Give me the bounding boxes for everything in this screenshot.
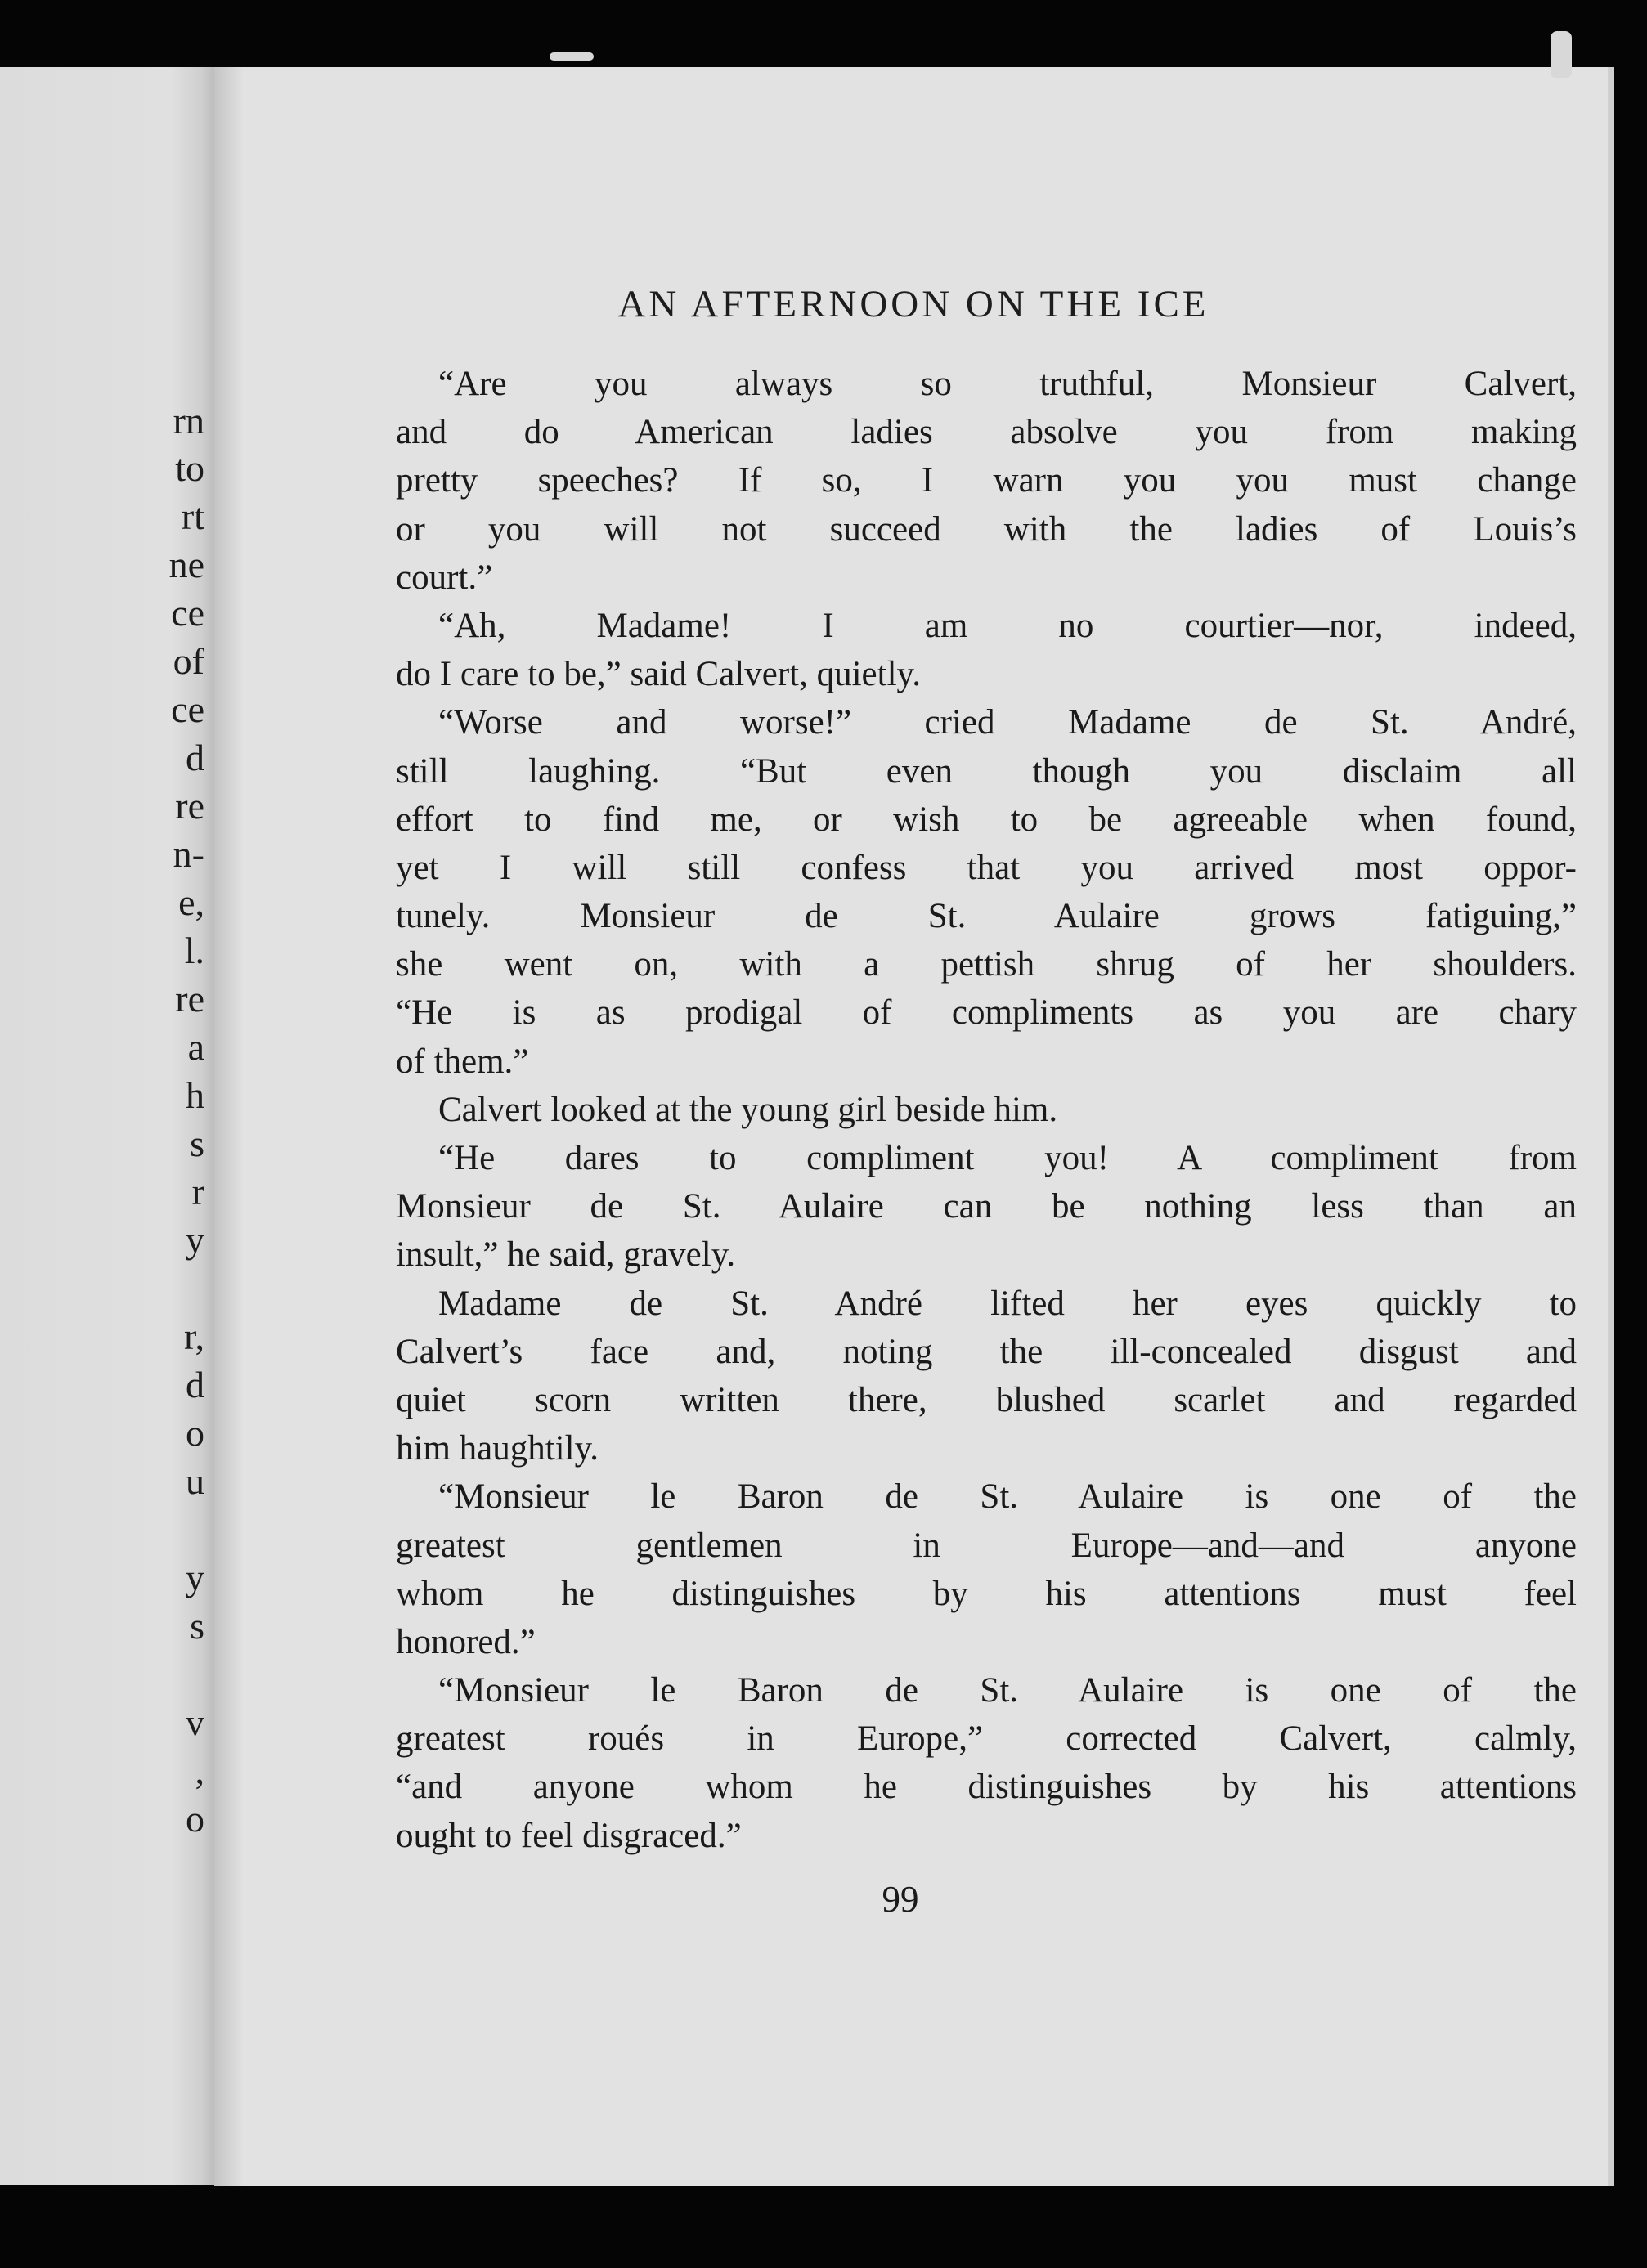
left-page-fragment: re [175,785,204,827]
text-line: “and anyone whom he distinguishes by his attentions [396,1768,1577,1807]
left-page-fragment: , [195,1750,204,1791]
right-book-page [214,67,1614,2186]
text-line: “He is as prodigal of compliments as you are chary [396,993,1577,1033]
page-edge [1608,67,1614,2186]
text-line: pretty speeches? If so, I warn you you must change [396,461,1577,500]
text-line: Monsieur de St. Aulaire can be nothing less than an [396,1187,1577,1226]
left-page-fragment: rt [181,495,204,537]
text-line: or you will not succeed with the ladies of Louis’s [396,509,1577,549]
left-page-fragment: ne [168,544,204,585]
text-line: him haughtily. [396,1429,599,1468]
text-line: “He dares to compliment you! A compliment from [438,1139,1577,1177]
text-line: honored.” [396,1622,536,1661]
text-line: ought to feel disgraced.” [396,1816,742,1855]
left-page-fragment: a [187,1026,204,1068]
left-page-fragment: d [186,737,204,778]
scan-artifact [1551,31,1572,78]
text-line: “Ah, Madame! I am no courtier—nor, indeed, [438,606,1577,645]
text-line: Calvert’s face and, noting the ill-concealed disgust and [396,1332,1577,1371]
left-page-fragment: ce [171,592,204,634]
left-page-fragment: y [186,1219,204,1261]
text-line: “Monsieur le Baron de St. Aulaire is one of the [438,1671,1577,1710]
text-line: quiet scorn written there, blushed scarlet and regarded [396,1380,1577,1419]
left-page-fragment: r, [184,1316,204,1357]
text-line: yet I will still confess that you arrived most oppor- [396,848,1577,887]
left-page-fragment: h [186,1074,204,1116]
left-page-fragment: r [191,1171,204,1212]
left-page-fragment: e, [178,881,204,923]
text-line: still laughing. “But even though you disclaim all [396,751,1577,791]
text-line: Calvert looked at the young girl beside him. [438,1090,1058,1129]
text-line: Madame de St. André lifted her eyes quickly to [438,1284,1577,1323]
text-line: “Monsieur le Baron de St. Aulaire is one of the [438,1477,1577,1517]
left-page-fragment: n- [173,833,204,875]
text-line: tunely. Monsieur de St. Aulaire grows fatiguing,” [396,897,1577,936]
left-page-fragment: ce [171,688,204,730]
text-line: effort to find me, or wish to be agreeable when found, [396,800,1577,839]
page-number: 99 [882,1879,919,1920]
text-line: and do American ladies absolve you from making [396,413,1577,452]
text-line: greatest roués in Europe,” corrected Calvert, calmly, [396,1719,1577,1759]
text-line: court.” [396,558,493,597]
text-line: “Worse and worse!” cried Madame de St. André, [438,703,1577,742]
left-page-fragment: d [186,1364,204,1405]
scan-artifact [550,52,594,61]
text-line: of them.” [396,1042,529,1081]
body-text [396,360,1577,1860]
left-page-fragment: o [186,1798,204,1840]
left-page-fragment: u [186,1460,204,1502]
left-page-fragment: y [186,1557,204,1598]
left-page-fragment: v [186,1701,204,1743]
left-page-fragment: re [175,978,204,1020]
left-page-fragment: s [190,1605,204,1647]
running-head: AN AFTERNOON ON THE ICE [617,283,1209,325]
left-facing-page [0,67,214,2185]
left-page-fragment: o [186,1412,204,1454]
left-page-fragment: of [173,640,204,682]
left-page-fragment: l. [184,930,204,971]
text-line: she went on, with a pettish shrug of her shoulders. [396,945,1577,984]
text-line: greatest gentlemen in Europe—and—and anyone [396,1526,1577,1565]
left-page-fragment: rn [173,400,204,441]
text-line: whom he distinguishes by his attentions must feel [396,1574,1577,1613]
left-page-fragment: to [175,447,204,489]
text-line: insult,” he said, gravely. [396,1235,736,1275]
text-line: do I care to be,” said Calvert, quietly. [396,655,921,694]
text-line: “Are you always so truthful, Monsieur Calvert, [438,365,1577,403]
gutter-shadow [214,67,244,2186]
left-page-fragment: s [190,1123,204,1164]
